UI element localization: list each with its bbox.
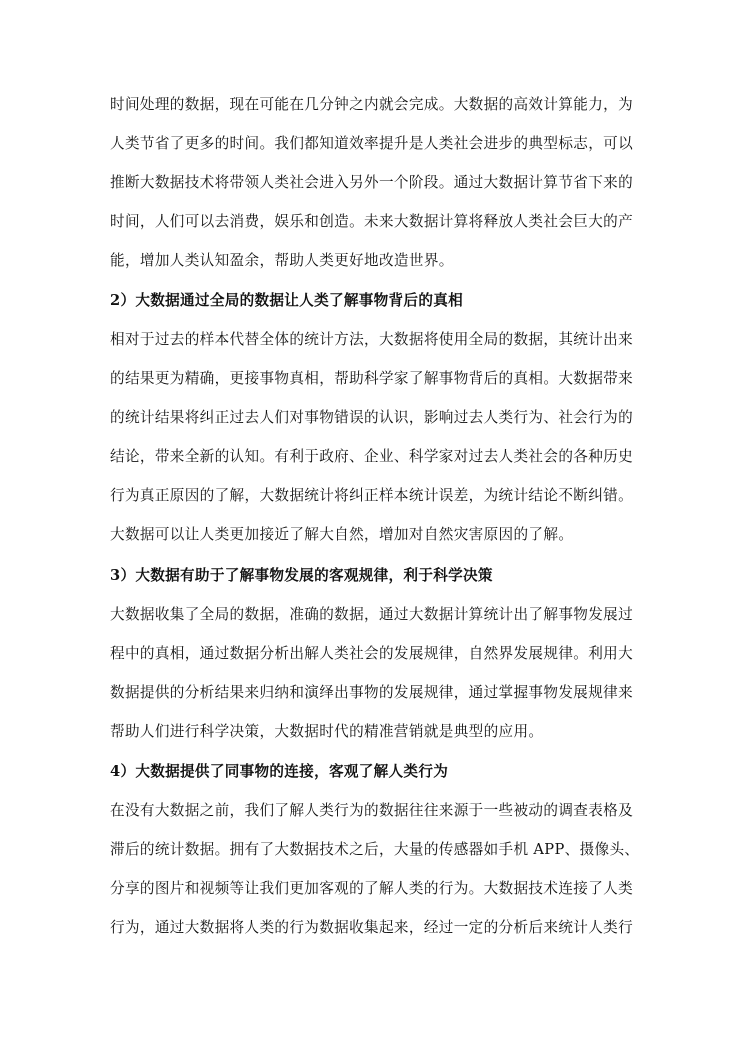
paragraph-1-line-1: 时间处理的数据，现在可能在几分钟之内就会完成。大数据的高效计算能力，为 bbox=[110, 96, 634, 113]
paragraph-1-line-5: 能，增加人类认知盈余，帮助人类更好地改造世界。 bbox=[110, 252, 454, 269]
section-heading-3: 3）大数据有助于了解事物发展的客观规律，利于科学决策 bbox=[110, 567, 493, 584]
paragraph-3-line-4: 帮助人们进行科学决策，大数据时代的精准营销就是典型的应用。 bbox=[110, 723, 544, 740]
paragraph-2-line-1: 相对于过去的样本代替全体的统计方法，大数据将使用全局的数据，其统计出来 bbox=[110, 331, 634, 348]
paragraph-1-line-3: 推断大数据技术将带领人类社会进入另外一个阶段。通过大数据计算节省下来的 bbox=[110, 174, 634, 191]
paragraph-3-line-3: 数据提供的分析结果来归纳和演绎出事物的发展规律，通过掌握事物发展规律来 bbox=[110, 684, 634, 701]
paragraph-4-line-3: 分享的图片和视频等让我们更加客观的了解人类的行为。大数据技术连接了人类 bbox=[110, 880, 634, 897]
section-heading-4: 4）大数据提供了同事物的连接，客观了解人类行为 bbox=[110, 763, 449, 780]
paragraph-4-line-4: 行为，通过大数据将人类的行为数据收集起来，经过一定的分析后来统计人类行 bbox=[110, 919, 634, 936]
paragraph-4-line-2: 滞后的统计数据。拥有了大数据技术之后，大量的传感器如手机 APP、摄像头、 bbox=[110, 841, 640, 858]
paragraph-2-line-3: 的统计结果将纠正过去人们对事物错误的认识，影响过去人类行为、社会行为的 bbox=[110, 409, 634, 426]
paragraph-2-line-5: 行为真正原因的了解，大数据统计将纠正样本统计误差，为统计结论不断纠错。 bbox=[110, 487, 634, 504]
paragraph-2-line-4: 结论，带来全新的认知。有利于政府、企业、科学家对过去人类社会的各种历史 bbox=[110, 448, 634, 465]
paragraph-1-line-4: 时间，人们可以去消费，娱乐和创造。未来大数据计算将释放人类社会巨大的产 bbox=[110, 213, 634, 230]
paragraph-1-line-2: 人类节省了更多的时间。我们都知道效率提升是人类社会进步的典型标志，可以 bbox=[110, 135, 634, 152]
paragraph-4-line-1: 在没有大数据之前，我们了解人类行为的数据往往来源于一些被动的调查表格及 bbox=[110, 802, 634, 819]
paragraph-2-line-6: 大数据可以让人类更加接近了解大自然，增加对自然灾害原因的了解。 bbox=[110, 526, 574, 543]
paragraph-3-line-1: 大数据收集了全局的数据，准确的数据，通过大数据计算统计出了解事物发展过 bbox=[110, 606, 634, 623]
paragraph-3-line-2: 程中的真相，通过数据分析出解人类社会的发展规律，自然界发展规律。利用大 bbox=[110, 645, 634, 662]
paragraph-2-line-2: 的结果更为精确，更接事物真相，帮助科学家了解事物背后的真相。大数据带来 bbox=[110, 370, 634, 387]
section-heading-2: 2）大数据通过全局的数据让人类了解事物背后的真相 bbox=[110, 292, 464, 309]
